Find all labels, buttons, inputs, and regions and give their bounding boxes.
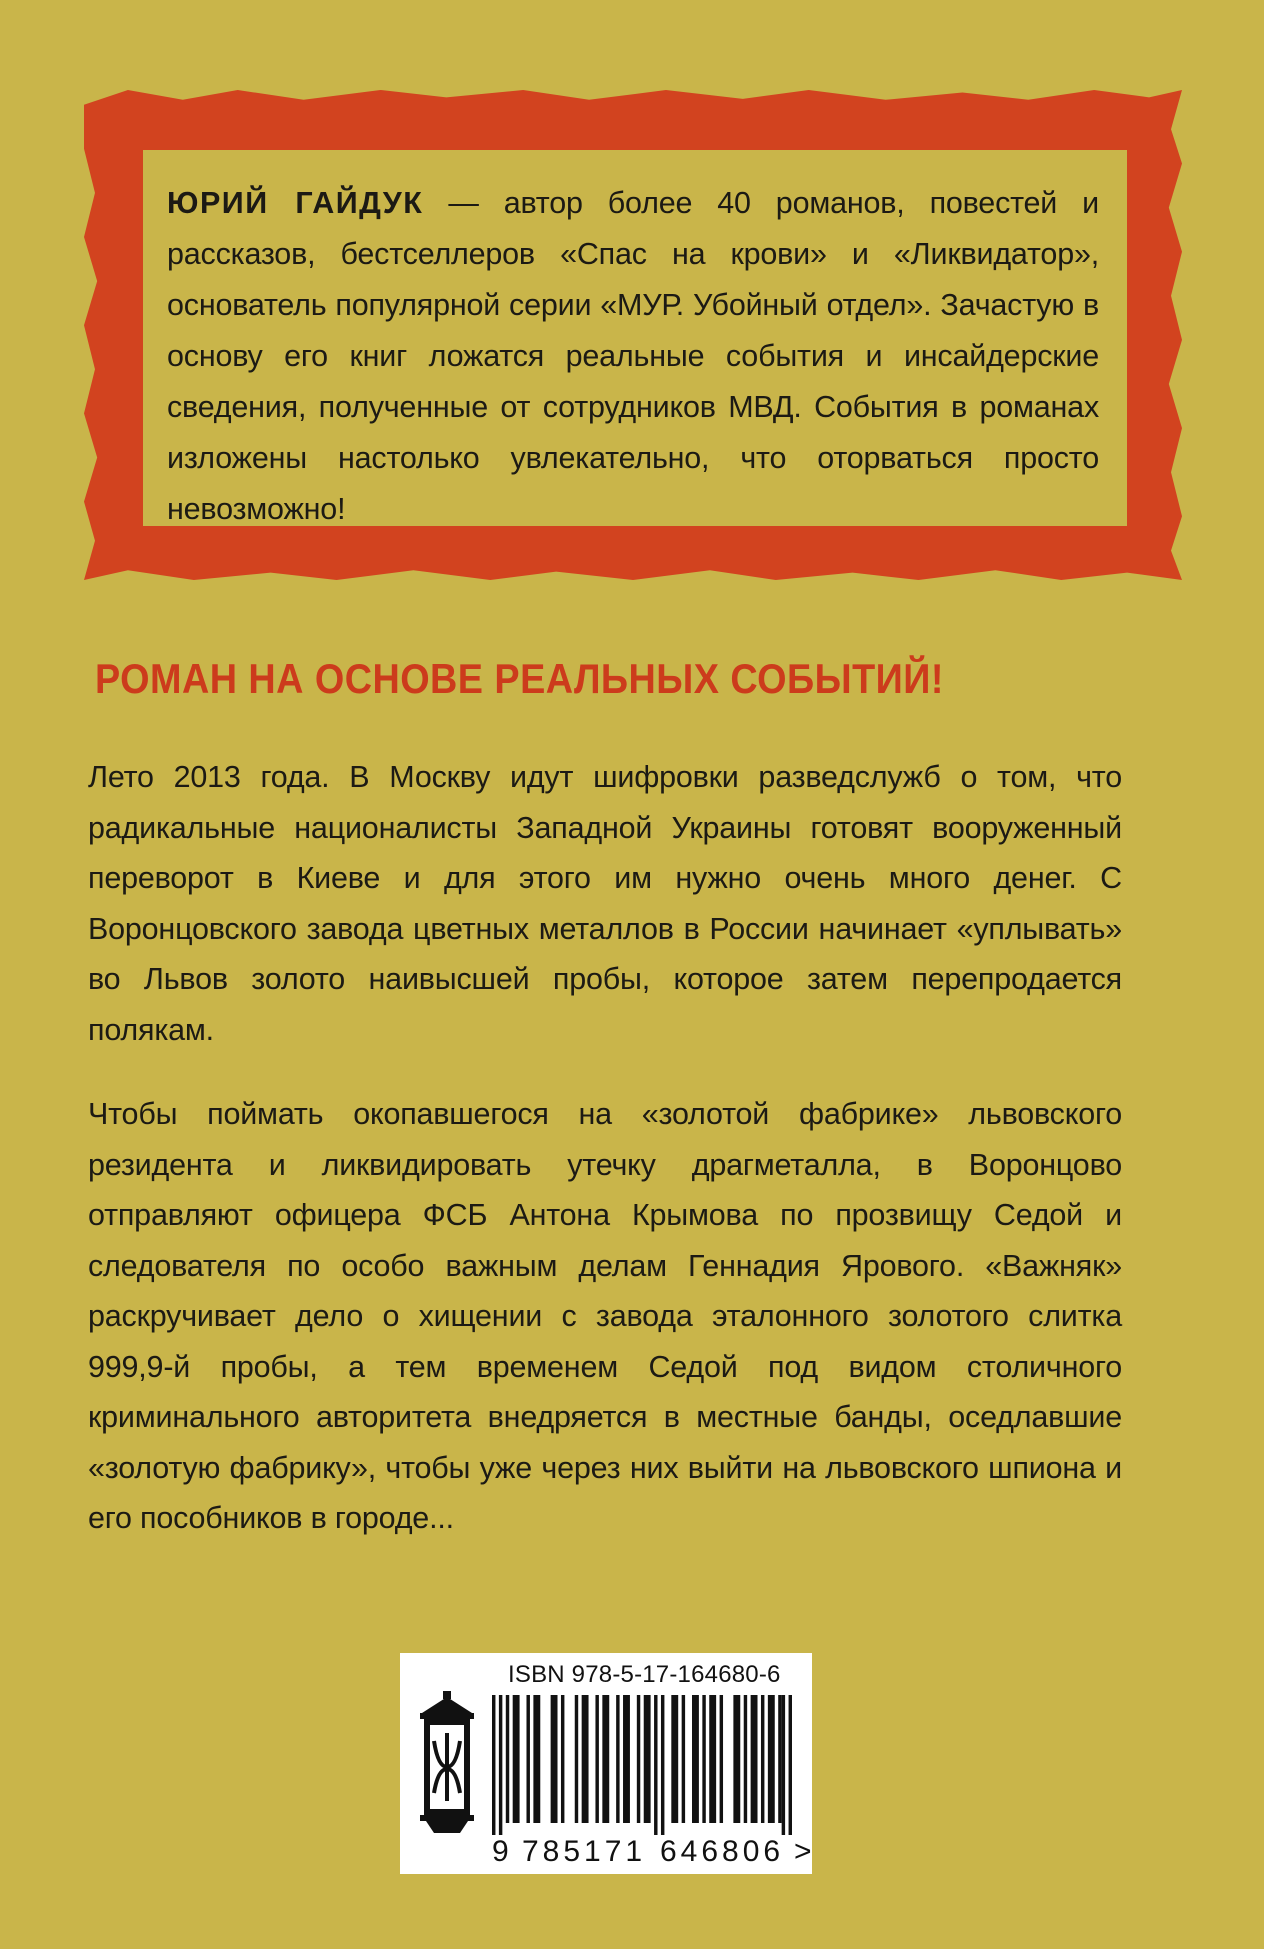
tagline: РОМАН НА ОСНОВЕ РЕАЛЬНЫХ СОБЫТИЙ!: [95, 655, 944, 702]
book-description: [88, 752, 1122, 1578]
barcode-bar: [702, 1695, 705, 1823]
barcode-bar: [720, 1695, 723, 1823]
barcode-bar: [654, 1695, 657, 1835]
barcode-bar: [575, 1695, 578, 1823]
author-bio: [167, 178, 1099, 535]
author-bio-text: — автор более 40 романов, повестей и рассказов, бестселлеров «Спас на крови» и «Ликвидатор», основатель популярной серии «МУР. Убойный отдел». Зачастую в основу его книг ложатся реальные события и инсайдерские сведения, полученные от сотрудников МВД. События в романах изложены настолько увлекательно, что оторваться просто невозможно!: [167, 186, 1099, 526]
barcode-left-group: 785171: [522, 1835, 647, 1868]
isbn-label: ISBN 978-5-17-164680-6: [508, 1661, 781, 1688]
barcode-bar: [582, 1695, 589, 1823]
barcode-lead-digit: 9: [492, 1835, 509, 1868]
barcode-bar: [661, 1695, 664, 1835]
barcode-bar: [506, 1695, 509, 1823]
barcode-bar: [616, 1695, 619, 1823]
barcode-end-mark: >: [794, 1835, 812, 1868]
barcode-bar: [533, 1695, 540, 1823]
barcode-bar: [526, 1695, 529, 1823]
author-bio-box: [143, 150, 1127, 526]
barcode-bar: [602, 1695, 609, 1823]
barcode-bar: [671, 1695, 678, 1823]
barcode-bar: [682, 1695, 685, 1823]
barcode-panel: [400, 1653, 812, 1874]
barcode-bar: [595, 1695, 598, 1823]
barcode-bar: [623, 1695, 630, 1823]
barcode-bar: [782, 1695, 785, 1835]
author-name: ЮРИЙ ГАЙДУК: [167, 186, 424, 220]
lantern-logo-icon: [416, 1691, 478, 1833]
barcode-digits: [492, 1835, 812, 1869]
barcode-bar: [744, 1695, 747, 1823]
barcode-bar: [551, 1695, 558, 1823]
barcode-bar: [499, 1695, 502, 1835]
barcode-bar: [733, 1695, 740, 1823]
barcode-bar: [513, 1695, 520, 1823]
barcode-bar: [492, 1695, 495, 1835]
barcode-bar: [692, 1695, 699, 1823]
barcode-bar: [637, 1695, 640, 1823]
barcode-bar: [751, 1695, 758, 1823]
barcode-right-group: 646806: [660, 1835, 785, 1868]
barcode-bar: [561, 1695, 564, 1823]
barcode-bars: [492, 1695, 792, 1835]
barcode-bar: [768, 1695, 775, 1823]
barcode-bar: [789, 1695, 792, 1835]
barcode-bar: [709, 1695, 716, 1823]
barcode-bar: [778, 1695, 781, 1823]
barcode-bar: [761, 1695, 764, 1823]
description-paragraph-2: Чтобы поймать окопавшегося на «золотой фабрике» львовского резидента и ликвидировать утечку драгметалла, в Воронцово отправляют офицера ФСБ Антона Крымова по прозвищу Седой и следователя по особо важным делам Геннадия Ярового. «Важняк» раскручивает дело о хищении с завода эталонного золотого слитка 999,9-й пробы, а тем временем Седой под видом столичного криминального авторитета внедряется в местные банды, оседлавшие «золотую фабрику», чтобы уже через них выйти на львовского шпиона и его пособников в городе...: [88, 1097, 1122, 1535]
barcode-bar: [644, 1695, 651, 1823]
description-paragraph-1: Лето 2013 года. В Москву идут шифровки разведслужб о том, что радикальные националисты Западной Украины готовят вооруженный переворот в Киеве и для этого им нужно очень много денег. С Воронцовского завода цветных металлов в России начинает «уплывать» во Львов золото наивысшей пробы, которое затем перепродается полякам.: [88, 760, 1122, 1047]
